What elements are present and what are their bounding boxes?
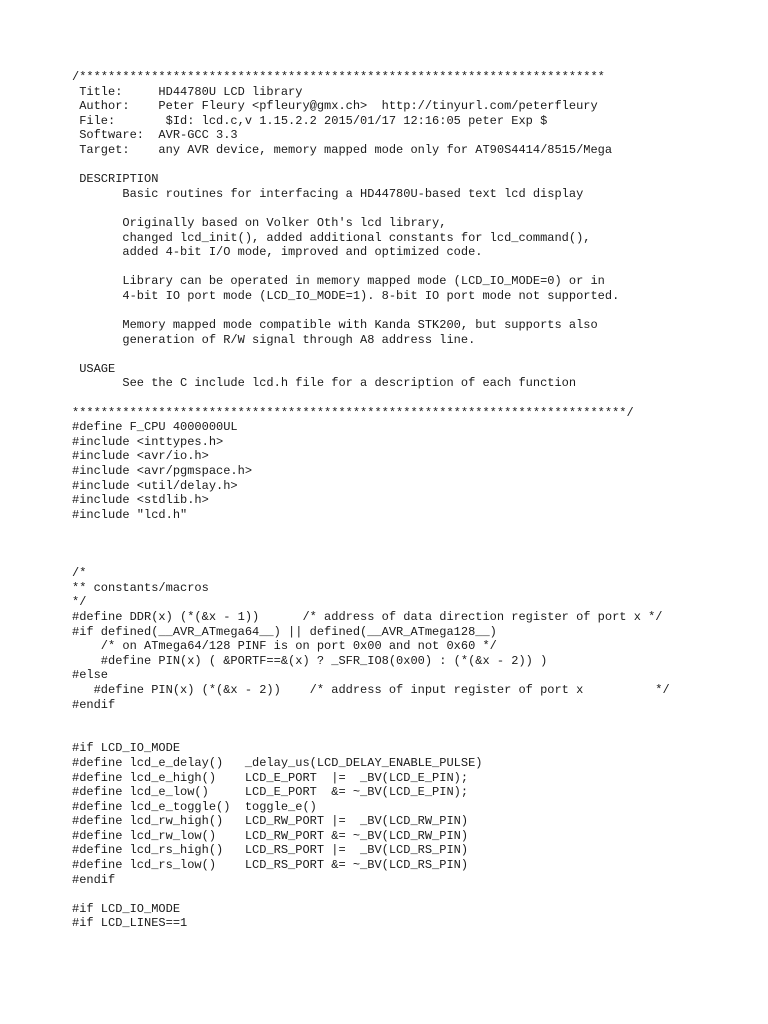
code-line [72, 201, 762, 216]
code-line: */ [72, 595, 87, 610]
code-line: #define lcd_e_toggle() toggle_e() [72, 799, 317, 814]
code-line: #include <util/delay.h> [72, 478, 238, 493]
code-line: #endif [72, 697, 116, 712]
code-line [72, 260, 762, 275]
code-line: #include <stdlib.h> [72, 493, 209, 508]
code-line [72, 347, 762, 362]
code-line [72, 522, 762, 537]
code-line [72, 537, 762, 552]
code-line: #include <inttypes.h> [72, 434, 224, 449]
code-line: Memory mapped mode compatible with Kanda STK200, but supports also [72, 318, 598, 333]
code-line: 4-bit IO port mode (LCD_IO_MODE=1). 8-bit IO port mode not supported. [72, 288, 620, 303]
code-line: added 4-bit I/O mode, improved and optimized code. [72, 245, 483, 260]
code-line [72, 552, 762, 567]
code-line: Library can be operated in memory mapped mode (LCD_IO_MODE=0) or in [72, 274, 605, 289]
code-line: #define lcd_e_high() LCD_E_PORT |= _BV(LCD_E_PIN); [72, 770, 469, 785]
code-line [72, 887, 762, 902]
code-line: #include <avr/pgmspace.h> [72, 464, 253, 479]
code-line: #define lcd_rs_high() LCD_RS_PORT |= _BV(LCD_RS_PIN) [72, 843, 469, 858]
code-line: #define lcd_rw_high() LCD_RW_PORT |= _BV(LCD_RW_PIN) [72, 814, 469, 829]
code-line: #include "lcd.h" [72, 507, 188, 522]
code-line: Software: AVR-GCC 3.3 [72, 128, 238, 143]
code-line: #if LCD_IO_MODE [72, 901, 181, 916]
code-line: USAGE [72, 361, 116, 376]
code-line: /* [72, 566, 87, 581]
code-line: See the C include lcd.h file for a description of each function [72, 376, 577, 391]
code-line: #define PIN(x) (*(&x - 2)) /* address of input register of port x */ [72, 682, 670, 697]
code-line: *****************************************************************************/ [72, 405, 634, 420]
code-line: Author: Peter Fleury <pfleury@gmx.ch> http://tinyurl.com/peterfleury [72, 99, 598, 114]
code-line: Basic routines for interfacing a HD44780U-based text lcd display [72, 186, 584, 201]
code-line: /************************************************************************* [72, 70, 605, 84]
code-line: #include <avr/io.h> [72, 449, 209, 464]
code-line [72, 727, 762, 742]
code-line: #define lcd_rw_low() LCD_RW_PORT &= ~_BV(LCD_RW_PIN) [72, 828, 469, 843]
code-line: #define DDR(x) (*(&x - 1)) /* address of data direction register of port x */ [72, 609, 663, 624]
code-line: /* on ATmega64/128 PINF is on port 0x00 and not 0x60 */ [72, 639, 497, 654]
code-line: #define lcd_e_delay() _delay_us(LCD_DELAY_ENABLE_PULSE) [72, 755, 483, 770]
code-line: #define lcd_rs_low() LCD_RS_PORT &= ~_BV(LCD_RS_PIN) [72, 858, 469, 873]
code-line: changed lcd_init(), added additional constants for lcd_command(), [72, 230, 591, 245]
code-line: #if LCD_LINES==1 [72, 916, 188, 931]
code-line: File: $Id: lcd.c,v 1.15.2.2 2015/01/17 12:16:05 peter Exp $ [72, 113, 548, 128]
code-line: #define PIN(x) ( &PORTF==&(x) ? _SFR_IO8(0x00) : (*(&x - 2)) ) [72, 653, 548, 668]
code-line [72, 391, 762, 406]
code-line: Title: HD44780U LCD library [72, 84, 303, 99]
code-line: DESCRIPTION [72, 172, 159, 187]
code-line: #if LCD_IO_MODE [72, 741, 181, 756]
code-line [72, 712, 762, 727]
source-code-listing [72, 70, 762, 931]
code-line: #else [72, 668, 109, 683]
code-line: #define lcd_e_low() LCD_E_PORT &= ~_BV(LCD_E_PIN); [72, 785, 469, 800]
code-line: #endif [72, 872, 116, 887]
code-line: #if defined(__AVR_ATmega64__) || defined(__AVR_ATmega128__) [72, 624, 497, 639]
code-line: ** constants/macros [72, 580, 209, 595]
code-line: #define F_CPU 4000000UL [72, 420, 238, 435]
code-line: generation of R/W signal through A8 address line. [72, 332, 476, 347]
code-line [72, 158, 762, 173]
code-line [72, 304, 762, 319]
code-line: Originally based on Volker Oth's lcd library, [72, 215, 447, 230]
code-line: Target: any AVR device, memory mapped mode only for AT90S4414/8515/Mega [72, 142, 613, 157]
